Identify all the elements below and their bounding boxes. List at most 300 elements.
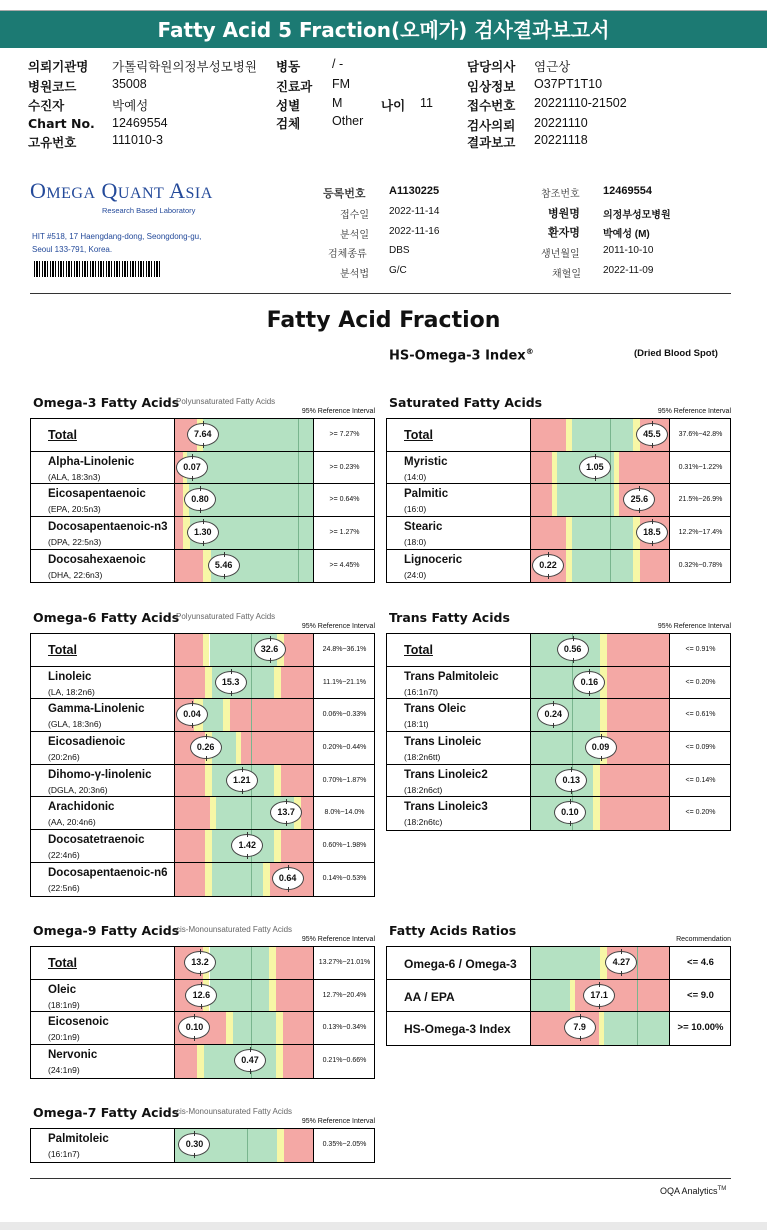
reference-range: 0.35%~2.05% (322, 1141, 367, 1148)
reference-line (251, 634, 252, 666)
result-value-marker: 1.05 (579, 456, 611, 479)
analyte-name-cell (31, 765, 175, 797)
analyte-name-cell (387, 797, 531, 830)
result-bar (175, 947, 314, 979)
result-bar (531, 484, 670, 516)
omega9-title: Omega-9 Fatty Acids (33, 923, 180, 938)
analyte-name-cell (387, 980, 531, 1012)
result-value-marker: 0.07 (176, 456, 208, 479)
result-value-marker: 0.09 (585, 736, 617, 759)
reference-range: <= 0.20% (685, 678, 716, 686)
reference-line (637, 947, 638, 979)
ratio-name: HS-Omega-3 Index (404, 1022, 511, 1037)
reference-range: <= 0.14% (685, 776, 716, 784)
table-row (31, 980, 374, 1013)
analyte-code: (18:2n6tc) (404, 817, 443, 828)
analyte-name-cell (387, 484, 531, 516)
range-band (607, 667, 669, 699)
analyte-name-cell (31, 797, 175, 829)
receipt-value: 20221110-21502 (534, 96, 627, 110)
report-label: 결과보고 (467, 135, 516, 150)
table-row (387, 484, 730, 517)
analyte-code: (18:1n9) (48, 999, 80, 1010)
ward-label: 병동 (276, 59, 301, 74)
analyte-code: (16:1n7t) (404, 686, 439, 697)
analyte-name-cell (31, 732, 175, 764)
analyte-name-cell (387, 765, 531, 797)
omega3-table (30, 418, 375, 583)
report-banner (0, 10, 767, 48)
result-value-marker: 32.6 (254, 638, 286, 661)
table-row (31, 947, 374, 980)
total-label: Total (404, 643, 433, 657)
reference-line (572, 699, 573, 731)
table-row (31, 732, 374, 765)
range-band (276, 1045, 283, 1078)
range-band (572, 419, 633, 451)
result-bar (175, 797, 314, 829)
ref-value: 12469554 (603, 185, 652, 197)
result-value-marker: 0.56 (557, 638, 589, 661)
reference-line (298, 550, 299, 583)
age-value: 11 (420, 96, 433, 110)
range-band (175, 634, 203, 666)
range-band (205, 863, 212, 896)
hosp-label: 병원명 (548, 208, 580, 220)
table-row (387, 452, 730, 485)
analyte-code: (20:2n6) (48, 752, 80, 763)
specimen-label: 검체 (276, 116, 301, 131)
analyte-name: Eicosadienoic (48, 736, 126, 749)
analyte-code: (AA, 20:4n6) (48, 817, 96, 828)
index-title (389, 347, 534, 363)
reference-range: 0.13%~0.34% (322, 1024, 367, 1032)
analyte-code: (16:0) (404, 504, 427, 515)
reg-value: A1130225 (389, 185, 440, 197)
result-bar (175, 1129, 314, 1162)
table-row (31, 419, 374, 452)
result-bar (175, 452, 314, 484)
analyte-name-cell (31, 452, 175, 484)
range-band (175, 863, 205, 896)
trans-title: Trans Fatty Acids (389, 610, 510, 625)
analyte-name: Eicosapentaenoic (48, 488, 146, 501)
reference-range: >= 1.27% (329, 529, 360, 537)
analyte-code: (DHA, 22:6n3) (48, 569, 103, 580)
reference-line (610, 419, 611, 451)
table-row (31, 484, 374, 517)
range-band (274, 765, 281, 797)
saturated-ref-header: 95% Reference Interval (657, 408, 731, 415)
analyte-code: (DPA, 22:5n3) (48, 537, 102, 548)
range-band (566, 419, 573, 451)
reference-line (251, 732, 252, 764)
range-band (301, 797, 313, 829)
range-band (175, 484, 183, 516)
table-row (31, 1045, 374, 1078)
reference-range: 0.32%~0.78% (678, 561, 723, 569)
analyte-code: (18:2n6tt) (404, 752, 441, 763)
result-value-marker: 0.13 (555, 769, 587, 792)
result-bar (531, 667, 670, 699)
result-value-marker: 13.7 (270, 801, 302, 824)
range-band (263, 863, 270, 896)
reference-line (298, 419, 299, 451)
table-row (31, 667, 374, 700)
table-row (387, 765, 730, 798)
ratios-table (386, 946, 731, 1046)
birth-value: 2011-10-10 (603, 245, 654, 256)
result-value-marker: 5.46 (208, 554, 240, 577)
table-row (387, 699, 730, 732)
analyte-name-cell (387, 550, 531, 583)
banner-title: Fatty Acid 5 Fraction(오메가) 검사결과보고서 (157, 18, 610, 42)
result-bar (175, 550, 314, 583)
hospital-value: 가톨릭학원의정부성모병원 (112, 60, 257, 74)
table-row (31, 1012, 374, 1045)
result-value-marker: 18.5 (636, 521, 668, 544)
result-value-marker: 0.10 (178, 1016, 210, 1039)
reference-range: >= 7.27% (329, 431, 360, 438)
analyte-name: Docosapentaenoic-n6 (48, 866, 168, 879)
range-band (600, 634, 607, 666)
omega9-table (30, 946, 375, 1079)
result-value-marker: 0.22 (532, 554, 564, 577)
index-title-text: HS-Omega-3 Index (389, 348, 526, 364)
table-row (387, 517, 730, 550)
result-value-marker: 1.42 (231, 834, 263, 857)
result-value-marker: 13.2 (184, 951, 216, 974)
analyte-name: Trans Palmitoleic (404, 670, 499, 683)
reference-line (251, 1012, 252, 1044)
table-row (31, 797, 374, 830)
range-band (276, 947, 313, 979)
range-band (269, 947, 276, 979)
receipt-label: 접수번호 (467, 98, 516, 113)
reference-line (251, 797, 252, 829)
table-row (31, 452, 374, 485)
analyte-code: (20:1n9) (48, 1032, 80, 1043)
pt-label: 환자명 (548, 227, 580, 239)
result-bar (175, 863, 314, 896)
analyte-name-cell (31, 1045, 175, 1078)
result-bar (531, 732, 670, 764)
analyte-name-cell (31, 863, 175, 896)
range-band (283, 1045, 313, 1078)
table-row (31, 634, 374, 667)
range-band (175, 830, 205, 862)
analyte-code: (22:4n6) (48, 850, 80, 861)
analyte-name: Trans Linoleic2 (404, 768, 488, 781)
analyte-name: Linoleic (48, 670, 92, 683)
analyte-code: (DGLA, 20:3n6) (48, 784, 108, 795)
analyte-name: Stearic (404, 521, 443, 534)
reference-range: <= 9.0 (687, 989, 714, 1001)
analyte-name: Oleic (48, 983, 77, 996)
analyte-name: Docosatetraenoic (48, 834, 145, 847)
sex-value: M (332, 96, 343, 110)
range-band (175, 550, 203, 583)
analyte-name: Docosapentaenoic-n3 (48, 521, 168, 534)
method-value: G/C (389, 265, 407, 276)
analyte-name-cell (387, 634, 531, 666)
result-bar (175, 699, 314, 731)
range-band (276, 1012, 283, 1044)
table-row (31, 863, 374, 896)
table-row (387, 980, 730, 1013)
result-value-marker: 15.3 (215, 671, 247, 694)
doctor-label: 담당의사 (467, 59, 516, 74)
trans-ref-header: 95% Reference Interval (657, 623, 731, 630)
result-bar (175, 484, 314, 516)
reference-range: >= 0.64% (329, 496, 360, 504)
range-band (175, 1045, 197, 1078)
reference-line (251, 863, 252, 896)
reference-range: 0.20%~0.44% (322, 744, 367, 752)
total-label: Total (48, 956, 77, 970)
analyte-name-cell (31, 667, 175, 699)
omega9-ref-header: 95% Reference Interval (301, 936, 375, 943)
clinical-label: 임상정보 (467, 79, 516, 94)
omega7-table (30, 1128, 375, 1163)
reference-range: 0.31%~1.22% (678, 463, 723, 471)
analyte-name: Dihomo-γ-linolenic (48, 768, 152, 781)
analyte-name: Arachidonic (48, 801, 115, 814)
reference-line (298, 484, 299, 516)
anal-value: 2022-11-16 (389, 226, 440, 237)
result-value-marker: 0.24 (537, 703, 569, 726)
reference-range: <= 0.20% (685, 809, 716, 817)
reference-range: 0.70%~1.87% (322, 776, 367, 784)
report-title: Fatty Acid Fraction (266, 308, 501, 333)
draw-label: 채혈일 (552, 269, 581, 280)
reference-range: 12.7%~20.4% (322, 991, 367, 999)
analyte-name-cell (387, 732, 531, 764)
analyte-name-cell (31, 419, 175, 451)
result-value-marker: 7.9 (564, 1016, 596, 1039)
analyte-name-cell (31, 1012, 175, 1044)
analyte-name-cell (31, 699, 175, 731)
omega7-title: Omega-7 Fatty Acids (33, 1105, 180, 1120)
analyte-name-cell (31, 830, 175, 862)
lab-logo-subtitle: Research Based Laboratory (102, 206, 196, 215)
table-row (387, 667, 730, 700)
analyte-name-cell (31, 1129, 175, 1162)
address-line-1: HIT #518, 17 Haengdang-dong, Seongdong-gu, (32, 232, 202, 241)
reference-range: 11.1%~21.1% (322, 678, 367, 686)
analyte-name: Palmitoleic (48, 1133, 109, 1145)
range-band (607, 634, 669, 666)
specimen-value: Other (332, 114, 364, 128)
reference-range: 0.06%~0.33% (322, 711, 367, 719)
draw-value: 2022-11-09 (603, 265, 654, 276)
range-band (277, 1129, 284, 1162)
range-band (210, 980, 269, 1012)
dept-label: 진료과 (276, 79, 313, 94)
reference-line (251, 667, 252, 699)
reference-range: 12.2%~17.4% (678, 529, 723, 537)
reference-line (610, 550, 611, 583)
reference-range: 24.8%~36.1% (322, 646, 367, 653)
reference-line (298, 517, 299, 549)
analyte-name-cell (387, 699, 531, 731)
result-value-marker: 0.64 (272, 867, 304, 890)
result-value-marker: 1.30 (187, 521, 219, 544)
result-value-marker: 0.26 (190, 736, 222, 759)
result-bar (531, 699, 670, 731)
analyte-name: Nervonic (48, 1049, 98, 1062)
range-band (600, 765, 669, 797)
result-bar (531, 517, 670, 549)
range-band (572, 517, 633, 549)
range-band (203, 634, 210, 666)
result-value-marker: 7.64 (187, 423, 219, 446)
range-band (531, 452, 552, 484)
reference-range: <= 4.6 (687, 957, 714, 968)
reg-label: 등록번호 (323, 188, 366, 200)
request-label: 검사의뢰 (467, 118, 516, 133)
result-bar (175, 667, 314, 699)
reference-range: <= 0.09% (685, 744, 716, 752)
reference-line (637, 1012, 638, 1045)
range-band (241, 732, 313, 764)
omega3-ref-header: 95% Reference Interval (301, 408, 375, 415)
table-row (31, 517, 374, 550)
analyte-name-cell (387, 517, 531, 549)
analyte-name: Alpha-Linolenic (48, 455, 135, 468)
reference-line (298, 452, 299, 484)
result-value-marker: 12.6 (185, 984, 217, 1007)
omega6-subtitle: Polyunsaturated Fatty Acids (176, 612, 276, 621)
range-band (210, 797, 217, 829)
analyte-name-cell (31, 947, 175, 979)
range-band (593, 797, 600, 830)
ref-label: 참조번호 (541, 189, 580, 200)
table-row (31, 699, 374, 732)
range-band (175, 765, 205, 797)
trademark: TM (717, 1186, 727, 1192)
pt-value: 박예성 (M) (603, 229, 650, 240)
result-bar (531, 765, 670, 797)
table-row (31, 1129, 374, 1162)
analyte-name: Docosahexaenoic (48, 553, 146, 566)
saturated-table (386, 418, 731, 583)
table-row (31, 830, 374, 863)
result-value-marker: 25.6 (623, 488, 655, 511)
range-band (283, 1012, 313, 1044)
hosp-value: 의정부성모병원 (603, 210, 671, 221)
analyte-name-cell (387, 419, 531, 451)
chart-value: 12469554 (112, 116, 168, 130)
analyte-code: (18:0) (404, 537, 427, 548)
chart-label: Chart No. (28, 116, 95, 131)
result-value-marker: 0.47 (234, 1049, 266, 1072)
range-band (274, 667, 281, 699)
range-band (557, 484, 614, 516)
lab-block (30, 178, 213, 254)
patient-value: 박예성 (112, 99, 149, 113)
recv-value: 2022-11-14 (389, 206, 440, 217)
dept-value: FM (332, 77, 351, 91)
analyte-name: Lignoceric (404, 553, 463, 566)
range-band (284, 634, 313, 666)
table-row (387, 797, 730, 830)
table-row (387, 550, 730, 583)
result-bar (531, 947, 670, 979)
reference-range: 8.0%~14.0% (324, 809, 365, 817)
reference-line (251, 699, 252, 731)
specimen-type-note: (Dried Blood Spot) (634, 348, 718, 359)
range-band (531, 419, 566, 451)
patient-label: 수진자 (28, 98, 65, 113)
type-label: 검체종류 (328, 249, 367, 260)
hospital-label: 의뢰기관명 (28, 59, 89, 74)
result-bar (531, 634, 670, 666)
analyte-name-cell (31, 634, 175, 666)
range-band (205, 765, 212, 797)
analyte-name: Myristic (404, 455, 448, 468)
result-value-marker: 1.21 (226, 769, 258, 792)
method-label: 분석법 (340, 269, 369, 280)
footer-brand-text: OQA Analytics (660, 1186, 718, 1196)
analyte-name-cell (387, 452, 531, 484)
reference-range: >= 0.23% (329, 463, 360, 471)
analyte-code: (EPA, 20:5n3) (48, 504, 101, 515)
range-band (226, 1012, 233, 1044)
reference-line (251, 980, 252, 1012)
order-info (0, 54, 767, 154)
result-bar (175, 517, 314, 549)
table-row (31, 765, 374, 798)
code-label: 병원코드 (28, 79, 77, 94)
doctor-value: 염근상 (534, 60, 571, 74)
reference-range: 13.27%~21.01% (318, 959, 371, 966)
result-bar (175, 980, 314, 1012)
range-band (531, 517, 566, 549)
sex-label: 성별 (276, 98, 301, 113)
result-value-marker: 45.5 (636, 423, 668, 446)
result-value-marker: 0.16 (573, 671, 605, 694)
result-bar (175, 732, 314, 764)
analyte-name-cell (31, 550, 175, 583)
analyte-name-cell (31, 980, 175, 1012)
address-line-2: Seoul 133-791, Korea. (32, 245, 113, 254)
omega3-title: Omega-3 Fatty Acids (33, 395, 180, 410)
range-band (607, 699, 669, 731)
analyte-code: (GLA, 18:3n6) (48, 719, 102, 730)
result-value-marker: 4.27 (605, 951, 637, 974)
table-row (387, 419, 730, 452)
reference-line (610, 517, 611, 549)
divider (30, 293, 731, 294)
range-band (600, 797, 669, 830)
range-band (230, 699, 313, 731)
result-bar (175, 1045, 314, 1078)
result-bar (175, 1012, 314, 1044)
reference-range: >= 10.00% (677, 1022, 724, 1034)
analyte-name: Gamma-Linolenic (48, 703, 145, 716)
range-band (572, 550, 633, 583)
reference-range: >= 4.45% (329, 561, 360, 569)
total-label: Total (48, 643, 77, 657)
table-row (387, 947, 730, 980)
clinical-value: O37PT1T10 (534, 77, 603, 91)
birth-label: 생년월일 (541, 249, 580, 260)
total-label: Total (48, 428, 77, 442)
result-value-marker: 0.04 (176, 703, 208, 726)
range-band (210, 947, 269, 979)
reference-range: 0.21%~0.66% (322, 1057, 367, 1065)
